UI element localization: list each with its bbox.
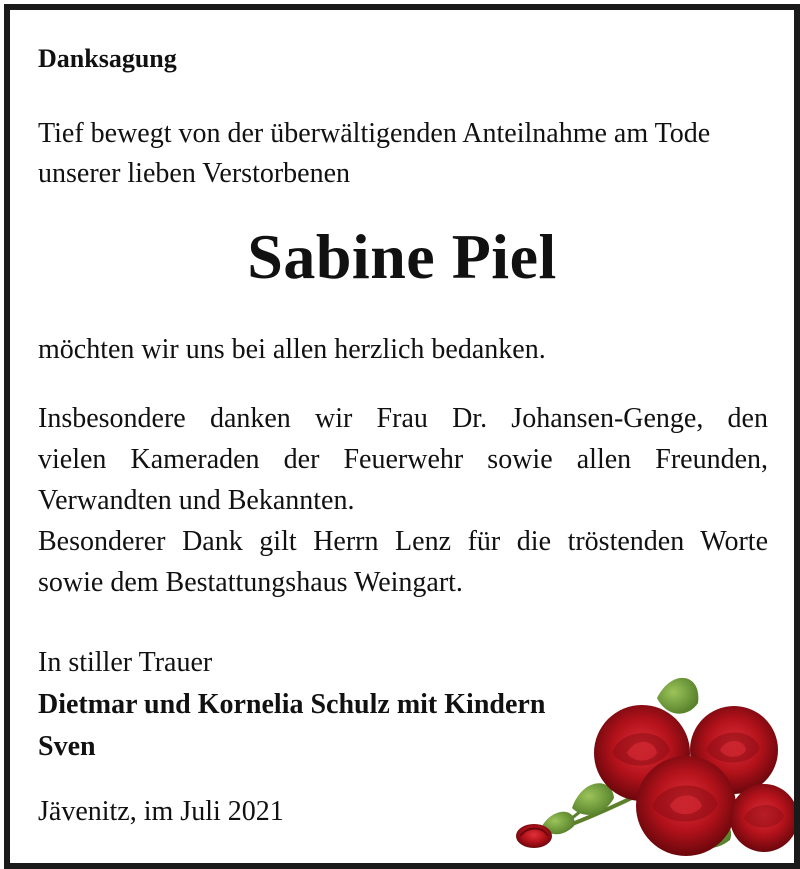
body-line: sowie dem Bestattungshaus Weingart.: [38, 567, 463, 598]
intro-text: [38, 114, 768, 194]
red-roses-icon: [502, 658, 794, 864]
notice-heading: Danksagung: [38, 44, 177, 73]
obituary-notice: [4, 4, 800, 869]
thanks-line: möchten wir uns bei allen herzlich bedanken.: [38, 334, 546, 365]
mourner-names: Dietmar und Kornelia Schulz mit Kindern: [38, 689, 546, 720]
body-line: Verwandten und Bekannten.: [38, 485, 355, 516]
intro-line: unserer lieben Verstorbenen: [38, 158, 351, 189]
body-line: Insbesondere danken wir Frau Dr. Johansen-Genge, den: [38, 403, 768, 434]
body-line: vielen Kameraden der Feuerwehr sowie allen Freunden,: [38, 444, 768, 475]
intro-line: Tief bewegt von der überwältigenden Anteilnahme am Tode: [38, 118, 711, 149]
deceased-name: Sabine Piel: [247, 221, 557, 292]
place-date: Jävenitz, im Juli 2021: [38, 796, 284, 827]
mourner-names: Sven: [38, 731, 96, 762]
body-line: Besonderer Dank gilt Herrn Lenz für die tröstenden Worte: [38, 526, 768, 557]
mourning-intro: In stiller Trauer: [38, 647, 213, 678]
body-text: [38, 398, 768, 603]
